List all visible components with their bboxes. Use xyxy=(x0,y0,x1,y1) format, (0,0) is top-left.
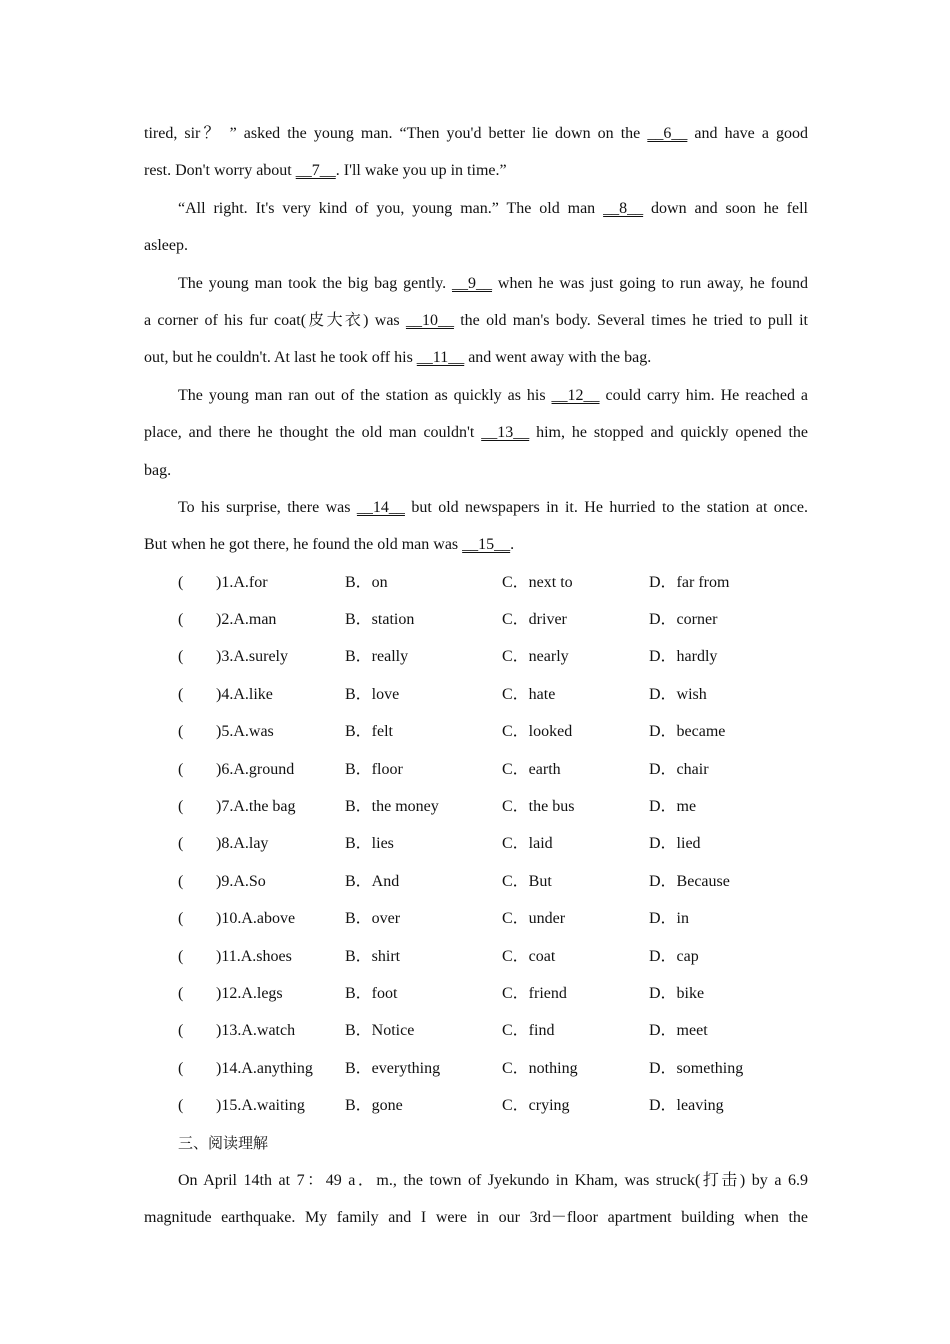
answer-paren: ( xyxy=(178,685,184,703)
paragraph-line: asleep. xyxy=(144,237,188,255)
option-a: )7.A.the bag xyxy=(216,798,296,816)
option-d: D．me xyxy=(649,798,697,816)
paragraph-line: a corner of his fur coat(皮大衣) was __10__ the old man's body. Several times he tried to pull it xyxy=(144,311,808,329)
option-d: D．meet xyxy=(649,1022,708,1040)
option-b: B．on xyxy=(345,573,388,591)
option-b: B．really xyxy=(345,648,409,666)
option-a: )4.A.like xyxy=(216,685,273,703)
option-row xyxy=(144,1050,808,1087)
answer-paren: ( xyxy=(178,798,184,816)
option-d: D．lied xyxy=(649,835,701,853)
option-row xyxy=(144,900,808,937)
paragraph-line: out, but he couldn't. At last he took off his __11__ and went away with the bag. xyxy=(144,349,652,367)
option-row xyxy=(144,564,808,601)
option-a: )5.A.was xyxy=(216,723,274,741)
blank-14: __14__ xyxy=(356,498,405,516)
option-row xyxy=(144,825,808,862)
answer-paren: ( xyxy=(178,1097,184,1115)
option-a: )10.A.above xyxy=(216,910,296,928)
blank-15: __15__ xyxy=(462,536,511,554)
option-a: )11.A.shoes xyxy=(216,947,292,965)
option-c: C．find xyxy=(502,1022,555,1040)
option-row xyxy=(144,1012,808,1049)
paragraph-line: bag. xyxy=(144,461,172,479)
option-b: B．And xyxy=(345,872,400,890)
option-b: B．the money xyxy=(345,798,439,816)
option-a: )12.A.legs xyxy=(216,984,283,1002)
option-c: C．friend xyxy=(502,984,567,1002)
document-page xyxy=(144,115,808,1237)
option-a: )9.A.So xyxy=(216,872,266,890)
option-b: B．love xyxy=(345,685,400,703)
option-c: C．laid xyxy=(502,835,553,853)
option-b: B．lies xyxy=(345,835,394,853)
option-a: )15.A.waiting xyxy=(216,1097,305,1115)
option-d: D．chair xyxy=(649,760,709,778)
option-c: C．the bus xyxy=(502,798,575,816)
option-c: C．crying xyxy=(502,1097,570,1115)
option-c: C．under xyxy=(502,910,566,928)
option-a: )14.A.anything xyxy=(216,1059,313,1077)
option-row xyxy=(144,676,808,713)
answer-paren: ( xyxy=(178,723,184,741)
section-heading: 三、阅读理解 xyxy=(178,1133,269,1152)
reading-line: On April 14th at 7：49 a．m., the town of Jyekundo in Kham, was struck(打击) by a 6.9 xyxy=(178,1171,808,1189)
option-a: )3.A.surely xyxy=(216,648,288,666)
answer-paren: ( xyxy=(178,910,184,928)
option-a: )13.A.watch xyxy=(216,1022,296,1040)
answer-paren: ( xyxy=(178,611,184,629)
option-d: D．in xyxy=(649,910,690,928)
option-b: B．station xyxy=(345,611,415,629)
option-row xyxy=(144,713,808,750)
option-a: )1.A.for xyxy=(216,573,268,591)
option-d: D．bike xyxy=(649,984,705,1002)
option-c: C．coat xyxy=(502,947,556,965)
paragraph-line: “All right. It's very kind of you, young man.” The old man __8__ down and soon he fell xyxy=(178,199,809,217)
answer-paren: ( xyxy=(178,1022,184,1040)
options-list xyxy=(144,564,808,1125)
paragraph-line: rest. Don't worry about __7__. I'll wake you up in time.” xyxy=(144,162,507,180)
option-d: D．cap xyxy=(649,947,699,965)
answer-paren: ( xyxy=(178,835,184,853)
paragraph-line: The young man took the big bag gently. __9__ when he was just going to run away, he found xyxy=(178,274,809,292)
option-b: B．felt xyxy=(345,723,393,741)
option-b: B．shirt xyxy=(345,947,401,965)
answer-paren: ( xyxy=(178,1059,184,1077)
option-d: D．Because xyxy=(649,872,730,890)
option-d: D．leaving xyxy=(649,1097,724,1115)
blank-9: __9__ xyxy=(452,274,493,292)
answer-paren: ( xyxy=(178,872,184,890)
option-c: C．looked xyxy=(502,723,573,741)
option-c: C．hate xyxy=(502,685,556,703)
paragraph-line: The young man ran out of the station as quickly as his __12__ could carry him. He reached a xyxy=(178,386,809,404)
option-row xyxy=(144,788,808,825)
option-b: B．Notice xyxy=(345,1022,415,1040)
option-a: )8.A.lay xyxy=(216,835,269,853)
option-c: C．But xyxy=(502,872,552,890)
option-d: D．wish xyxy=(649,685,707,703)
paragraph-line: To his surprise, there was __14__ but old newspapers in it. He hurried to the station at once. xyxy=(178,498,809,516)
option-row xyxy=(144,601,808,638)
reading-line: magnitude earthquake. My family and I were in our 3rd－floor apartment building when the xyxy=(144,1209,808,1227)
option-row xyxy=(144,1087,808,1124)
option-row xyxy=(144,975,808,1012)
option-d: D．became xyxy=(649,723,726,741)
answer-paren: ( xyxy=(178,984,184,1002)
blank-6: __6__ xyxy=(647,125,688,142)
paragraph-line: tired, sir？ ” asked the young man. “Then you'd better lie down on the __6__ and have a good xyxy=(144,125,809,142)
option-row xyxy=(144,863,808,900)
option-d: D．corner xyxy=(649,611,718,629)
option-b: B．gone xyxy=(345,1097,403,1115)
option-b: B．over xyxy=(345,910,401,928)
blank-13: __13__ xyxy=(481,424,530,442)
paragraph-line: But when he got there, he found the old man was __15__. xyxy=(144,536,515,554)
option-c: C．earth xyxy=(502,760,561,778)
option-c: C．next to xyxy=(502,573,573,591)
option-c: C．nothing xyxy=(502,1059,578,1077)
option-c: C．driver xyxy=(502,611,567,629)
answer-paren: ( xyxy=(178,947,184,965)
option-b: B．everything xyxy=(345,1059,441,1077)
option-b: B．foot xyxy=(345,984,398,1002)
blank-10: __10__ xyxy=(405,311,454,329)
paragraph-line: place, and there he thought the old man couldn't __13__ him, he stopped and quickly opened the xyxy=(144,424,809,442)
answer-paren: ( xyxy=(178,760,184,778)
answer-paren: ( xyxy=(178,573,184,591)
answer-paren: ( xyxy=(178,648,184,666)
blank-11: __11__ xyxy=(416,349,465,367)
option-a: )6.A.ground xyxy=(216,760,295,778)
option-row xyxy=(144,638,808,675)
blank-7: __7__ xyxy=(295,162,336,180)
option-b: B．floor xyxy=(345,760,403,778)
option-d: D．something xyxy=(649,1059,744,1077)
option-d: D．far from xyxy=(649,573,730,591)
blank-12: __12__ xyxy=(551,386,600,404)
option-row xyxy=(144,938,808,975)
blank-8: __8__ xyxy=(603,199,644,217)
option-a: )2.A.man xyxy=(216,611,277,629)
option-d: D．hardly xyxy=(649,648,718,666)
option-c: C．nearly xyxy=(502,648,569,666)
option-row xyxy=(144,751,808,788)
